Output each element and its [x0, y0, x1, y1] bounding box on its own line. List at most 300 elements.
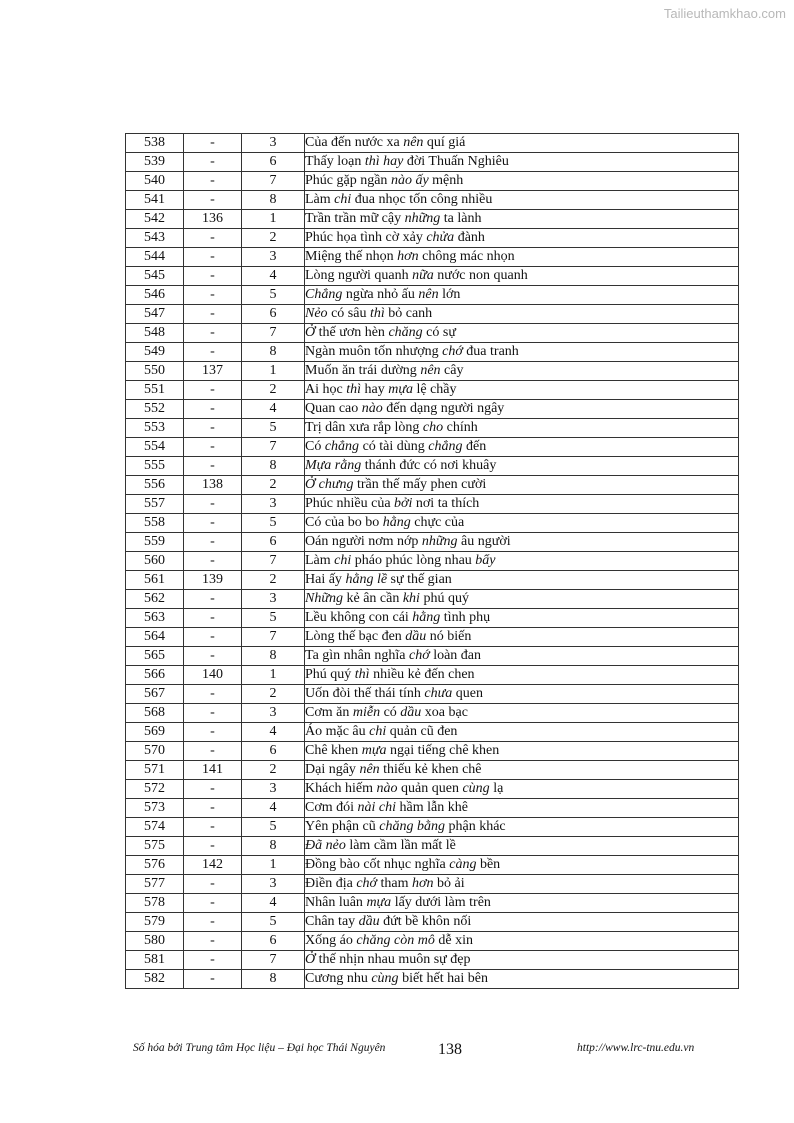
text-segment: cây	[440, 363, 464, 378]
emphasized-word: Mựa rằng	[305, 458, 362, 473]
verse-number: 567	[126, 685, 184, 704]
verse-text	[305, 324, 739, 343]
page-ref: -	[184, 647, 242, 666]
page-ref: -	[184, 514, 242, 533]
text-segment: có tài dùng	[359, 439, 429, 454]
text-segment: trần thế mấy phen cười	[353, 477, 487, 492]
emphasized-word: bởi	[394, 496, 413, 511]
text-segment: loàn đan	[429, 648, 482, 663]
text-segment: Trị dân xưa rắp lòng	[305, 420, 423, 435]
verse-number: 564	[126, 628, 184, 647]
text-segment: lạ	[489, 781, 504, 796]
page-ref: -	[184, 457, 242, 476]
line-ref: 5	[242, 286, 305, 305]
table-row	[126, 742, 739, 761]
line-ref: 8	[242, 191, 305, 210]
page-ref: -	[184, 932, 242, 951]
text-segment: Khách hiếm	[305, 781, 377, 796]
verse-number: 548	[126, 324, 184, 343]
verse-text	[305, 875, 739, 894]
line-ref: 4	[242, 267, 305, 286]
table-row	[126, 248, 739, 267]
table-row	[126, 476, 739, 495]
emphasized-word: mựa	[388, 382, 413, 397]
verse-text	[305, 856, 739, 875]
page-ref: 139	[184, 571, 242, 590]
emphasized-word: Nẻo	[305, 306, 328, 321]
emphasized-word: thì	[354, 667, 370, 682]
verse-text	[305, 533, 739, 552]
text-segment: tham	[377, 876, 413, 891]
verse-number: 565	[126, 647, 184, 666]
page-ref: -	[184, 875, 242, 894]
verse-number: 576	[126, 856, 184, 875]
table-row	[126, 457, 739, 476]
emphasized-word: dầu	[405, 629, 427, 644]
verse-text	[305, 229, 739, 248]
text-segment: bỏ ải	[433, 876, 465, 891]
line-ref: 6	[242, 932, 305, 951]
page-ref: -	[184, 229, 242, 248]
verse-number: 575	[126, 837, 184, 856]
verse-number: 559	[126, 533, 184, 552]
line-ref: 4	[242, 723, 305, 742]
verse-number: 539	[126, 153, 184, 172]
text-segment: thiếu kẻ khen chê	[379, 762, 482, 777]
table-row	[126, 324, 739, 343]
text-segment: Cơm ăn	[305, 705, 353, 720]
footer-url: http://www.lrc-tnu.edu.vn	[577, 1042, 695, 1054]
table-row	[126, 970, 739, 989]
verse-text	[305, 172, 739, 191]
page-ref: -	[184, 951, 242, 970]
text-segment: quen	[452, 686, 483, 701]
emphasized-word: thì hay	[364, 154, 404, 169]
emphasized-word: nên	[359, 762, 380, 777]
page-ref: -	[184, 343, 242, 362]
verse-number: 581	[126, 951, 184, 970]
line-ref: 8	[242, 343, 305, 362]
line-ref: 3	[242, 134, 305, 153]
text-segment: bền	[476, 857, 501, 872]
emphasized-word: chăng bằng	[379, 819, 445, 834]
text-segment: quản cũ đen	[386, 724, 458, 739]
line-ref: 3	[242, 875, 305, 894]
text-segment: pháo phúc lòng nhau	[351, 553, 476, 568]
verse-number: 551	[126, 381, 184, 400]
line-ref: 3	[242, 590, 305, 609]
page-ref: -	[184, 799, 242, 818]
verse-text	[305, 400, 739, 419]
text-segment: Ai học	[305, 382, 347, 397]
emphasized-word: hơn	[397, 249, 419, 264]
page-ref: -	[184, 970, 242, 989]
verse-number: 560	[126, 552, 184, 571]
line-ref: 5	[242, 818, 305, 837]
verse-number: 553	[126, 419, 184, 438]
verse-number: 552	[126, 400, 184, 419]
text-segment: thế ươn hèn	[315, 325, 389, 340]
text-segment: Cương nhu	[305, 971, 372, 986]
line-ref: 1	[242, 362, 305, 381]
text-segment: Quan cao	[305, 401, 362, 416]
table-row	[126, 267, 739, 286]
line-ref: 7	[242, 552, 305, 571]
emphasized-word: nữa	[412, 268, 434, 283]
emphasized-word: cùng	[462, 781, 490, 796]
text-segment: Ngàn muôn tốn nhượng	[305, 344, 443, 359]
page-ref: 136	[184, 210, 242, 229]
table-row	[126, 932, 739, 951]
line-ref: 2	[242, 761, 305, 780]
table-row	[126, 780, 739, 799]
verse-number: 546	[126, 286, 184, 305]
emphasized-word: chẳng	[324, 439, 360, 454]
page-ref: -	[184, 780, 242, 799]
line-ref: 8	[242, 970, 305, 989]
emphasized-word: khi	[402, 591, 420, 606]
emphasized-word: Ở	[305, 952, 316, 967]
text-segment: Lều không con cái	[305, 610, 413, 625]
verse-text	[305, 153, 739, 172]
verse-text	[305, 476, 739, 495]
text-segment: âu người	[457, 534, 511, 549]
verse-number: 550	[126, 362, 184, 381]
page-number: 138	[438, 1041, 462, 1058]
page-ref: -	[184, 913, 242, 932]
table-row	[126, 875, 739, 894]
emphasized-word: Chẳng	[305, 287, 343, 302]
page-ref: -	[184, 685, 242, 704]
verse-text	[305, 210, 739, 229]
verse-number: 557	[126, 495, 184, 514]
verse-number: 563	[126, 609, 184, 628]
verse-table	[125, 133, 739, 989]
page-ref: -	[184, 419, 242, 438]
emphasized-word: miễn	[352, 705, 381, 720]
line-ref: 6	[242, 742, 305, 761]
text-segment: Trần trần mữ cậy	[305, 211, 405, 226]
emphasized-word: mựa	[366, 895, 392, 910]
page-ref: -	[184, 552, 242, 571]
text-segment: đành	[454, 230, 485, 245]
emphasized-word: chăng	[388, 325, 423, 340]
emphasized-word: Đã nẻo	[305, 838, 346, 853]
table-row	[126, 229, 739, 248]
table-row	[126, 647, 739, 666]
table-row	[126, 343, 739, 362]
verse-number: 569	[126, 723, 184, 742]
emphasized-word: dầu	[400, 705, 422, 720]
table-row	[126, 286, 739, 305]
verse-number: 556	[126, 476, 184, 495]
text-segment: đua nhọc tốn công nhiều	[351, 192, 493, 207]
table-row	[126, 913, 739, 932]
line-ref: 1	[242, 210, 305, 229]
text-segment: nước non quanh	[433, 268, 528, 283]
verse-number: 574	[126, 818, 184, 837]
emphasized-word: hằng	[382, 515, 411, 530]
page-ref: 140	[184, 666, 242, 685]
table-row	[126, 666, 739, 685]
text-segment: nhiều kẻ đến chen	[369, 667, 475, 682]
page-ref: -	[184, 438, 242, 457]
table-row	[126, 799, 739, 818]
verse-text	[305, 305, 739, 324]
verse-text	[305, 514, 739, 533]
text-segment: Làm	[305, 553, 335, 568]
verse-number: 538	[126, 134, 184, 153]
line-ref: 1	[242, 856, 305, 875]
line-ref: 7	[242, 438, 305, 457]
text-segment: đến dạng người ngây	[382, 401, 505, 416]
verse-text	[305, 647, 739, 666]
verse-text	[305, 628, 739, 647]
table-row	[126, 419, 739, 438]
verse-text	[305, 134, 739, 153]
emphasized-word: chẳng	[428, 439, 463, 454]
table-row	[126, 533, 739, 552]
table-row	[126, 514, 739, 533]
emphasized-word: những	[421, 534, 458, 549]
verse-text	[305, 666, 739, 685]
verse-number: 562	[126, 590, 184, 609]
table-row	[126, 305, 739, 324]
verse-number: 582	[126, 970, 184, 989]
emphasized-word: chửa	[426, 230, 455, 245]
line-ref: 5	[242, 609, 305, 628]
emphasized-word: nên	[403, 135, 424, 150]
line-ref: 5	[242, 419, 305, 438]
page-ref: -	[184, 609, 242, 628]
verse-text	[305, 571, 739, 590]
verse-text	[305, 267, 739, 286]
text-segment: nơi ta thích	[412, 496, 480, 511]
verse-number: 578	[126, 894, 184, 913]
text-segment: lấy dưới làm trên	[391, 895, 491, 910]
text-segment: Chê khen	[305, 743, 362, 758]
page-ref: -	[184, 400, 242, 419]
text-segment: kẻ ân cần	[342, 591, 403, 606]
verse-number: 544	[126, 248, 184, 267]
verse-number: 568	[126, 704, 184, 723]
text-segment: làm cầm lần mất lề	[345, 838, 456, 853]
page-ref: -	[184, 837, 242, 856]
verse-text	[305, 970, 739, 989]
verse-text	[305, 799, 739, 818]
verse-number: 543	[126, 229, 184, 248]
emphasized-word: thì	[346, 382, 361, 397]
page-ref: -	[184, 286, 242, 305]
line-ref: 3	[242, 704, 305, 723]
line-ref: 1	[242, 666, 305, 685]
text-segment: Phúc gặp ngần	[305, 173, 391, 188]
text-segment: Xống áo	[305, 933, 357, 948]
table-row	[126, 951, 739, 970]
emphasized-word: nài chi	[357, 800, 397, 815]
table-row	[126, 837, 739, 856]
text-segment: Oán người nơm nớp	[305, 534, 422, 549]
text-segment: Lòng thế bạc đen	[305, 629, 406, 644]
text-segment: Phúc nhiều của	[305, 496, 395, 511]
line-ref: 8	[242, 837, 305, 856]
verse-number: 571	[126, 761, 184, 780]
emphasized-word: mựa	[361, 743, 387, 758]
table-row	[126, 571, 739, 590]
line-ref: 7	[242, 628, 305, 647]
verse-text	[305, 837, 739, 856]
verse-text	[305, 932, 739, 951]
text-segment: Nhân luân	[305, 895, 367, 910]
verse-number: 549	[126, 343, 184, 362]
emphasized-word: nên	[418, 287, 439, 302]
text-segment: chực của	[410, 515, 465, 530]
verse-text	[305, 362, 739, 381]
page-ref: 141	[184, 761, 242, 780]
text-segment: ngừa nhỏ ấu	[342, 287, 419, 302]
page-ref: -	[184, 381, 242, 400]
table-row	[126, 495, 739, 514]
emphasized-word: bẩy	[475, 553, 496, 568]
table-row	[126, 400, 739, 419]
table-row	[126, 590, 739, 609]
text-segment: Miệng thế nhọn	[305, 249, 398, 264]
text-segment: hay	[361, 382, 389, 397]
line-ref: 2	[242, 571, 305, 590]
emphasized-word: hằng	[412, 610, 441, 625]
emphasized-word: chớ	[442, 344, 463, 359]
verse-text	[305, 742, 739, 761]
line-ref: 4	[242, 799, 305, 818]
emphasized-word: chăng còn mô	[356, 933, 435, 948]
verse-number: 541	[126, 191, 184, 210]
page-ref: -	[184, 248, 242, 267]
text-segment: Làm	[305, 192, 335, 207]
text-segment: có	[380, 705, 401, 720]
page-ref: -	[184, 590, 242, 609]
line-ref: 2	[242, 476, 305, 495]
verse-text	[305, 552, 739, 571]
text-segment: phận khác	[444, 819, 506, 834]
verse-text	[305, 286, 739, 305]
line-ref: 5	[242, 514, 305, 533]
text-segment: dễ xin	[434, 933, 473, 948]
line-ref: 6	[242, 153, 305, 172]
table-row	[126, 438, 739, 457]
verse-text	[305, 894, 739, 913]
text-segment: Phúc họa tình cờ xảy	[305, 230, 427, 245]
verse-text	[305, 191, 739, 210]
verse-text	[305, 438, 739, 457]
text-segment: lớn	[438, 287, 461, 302]
text-segment: Ta gìn nhân nghĩa	[305, 648, 409, 663]
text-segment: bỏ canh	[384, 306, 433, 321]
table-row	[126, 818, 739, 837]
page-ref: -	[184, 533, 242, 552]
emphasized-word: chưa	[424, 686, 453, 701]
verse-number: 577	[126, 875, 184, 894]
line-ref: 5	[242, 913, 305, 932]
verse-text	[305, 457, 739, 476]
text-segment: ta lành	[440, 211, 482, 226]
text-segment: quản quen	[397, 781, 463, 796]
page-ref: -	[184, 172, 242, 191]
line-ref: 3	[242, 495, 305, 514]
page-ref: -	[184, 134, 242, 153]
verse-text	[305, 723, 739, 742]
line-ref: 6	[242, 305, 305, 324]
line-ref: 3	[242, 248, 305, 267]
text-segment: sự thế gian	[387, 572, 452, 587]
text-segment: Hai ấy	[305, 572, 346, 587]
line-ref: 2	[242, 229, 305, 248]
page-ref: 137	[184, 362, 242, 381]
verse-number: 561	[126, 571, 184, 590]
line-ref: 4	[242, 400, 305, 419]
verse-text	[305, 818, 739, 837]
table-row	[126, 552, 739, 571]
emphasized-word: Ở	[305, 325, 316, 340]
text-segment: phú quý	[419, 591, 469, 606]
text-segment: Lòng người quanh	[305, 268, 413, 283]
text-segment: Muốn ăn trái dường	[305, 363, 421, 378]
verse-text	[305, 913, 739, 932]
line-ref: 7	[242, 172, 305, 191]
line-ref: 7	[242, 951, 305, 970]
line-ref: 8	[242, 647, 305, 666]
line-ref: 3	[242, 780, 305, 799]
page-ref: -	[184, 324, 242, 343]
line-ref: 6	[242, 533, 305, 552]
verse-number: 570	[126, 742, 184, 761]
text-segment: Có	[305, 439, 325, 454]
verse-text	[305, 590, 739, 609]
line-ref: 7	[242, 324, 305, 343]
verse-number: 542	[126, 210, 184, 229]
text-segment: Phú quý	[305, 667, 355, 682]
verse-text	[305, 780, 739, 799]
table-row	[126, 153, 739, 172]
text-segment: biết hết hai bên	[398, 971, 488, 986]
emphasized-word: hằng lề	[345, 572, 388, 587]
emphasized-word: chi	[334, 553, 352, 568]
page-ref: -	[184, 704, 242, 723]
table-row	[126, 609, 739, 628]
verse-number: 540	[126, 172, 184, 191]
table-row	[126, 134, 739, 153]
table-row	[126, 856, 739, 875]
verse-number: 579	[126, 913, 184, 932]
text-segment: lệ chầy	[412, 382, 457, 397]
text-segment: Yên phận cũ	[305, 819, 380, 834]
emphasized-word: cùng	[371, 971, 399, 986]
page-ref: -	[184, 305, 242, 324]
emphasized-word: càng	[449, 857, 477, 872]
text-segment: đua tranh	[462, 344, 519, 359]
emphasized-word: nào	[376, 781, 398, 796]
text-segment: Thấy loạn	[305, 154, 365, 169]
verse-text	[305, 761, 739, 780]
watermark: Tailieuthamkhao.com	[663, 6, 786, 21]
verse-text	[305, 951, 739, 970]
verse-table-body	[126, 134, 739, 989]
page-ref: -	[184, 267, 242, 286]
verse-number: 566	[126, 666, 184, 685]
text-segment: ngại tiếng chê khen	[386, 743, 500, 758]
page-ref: -	[184, 153, 242, 172]
text-segment: có sự	[422, 325, 456, 340]
page-ref: -	[184, 894, 242, 913]
